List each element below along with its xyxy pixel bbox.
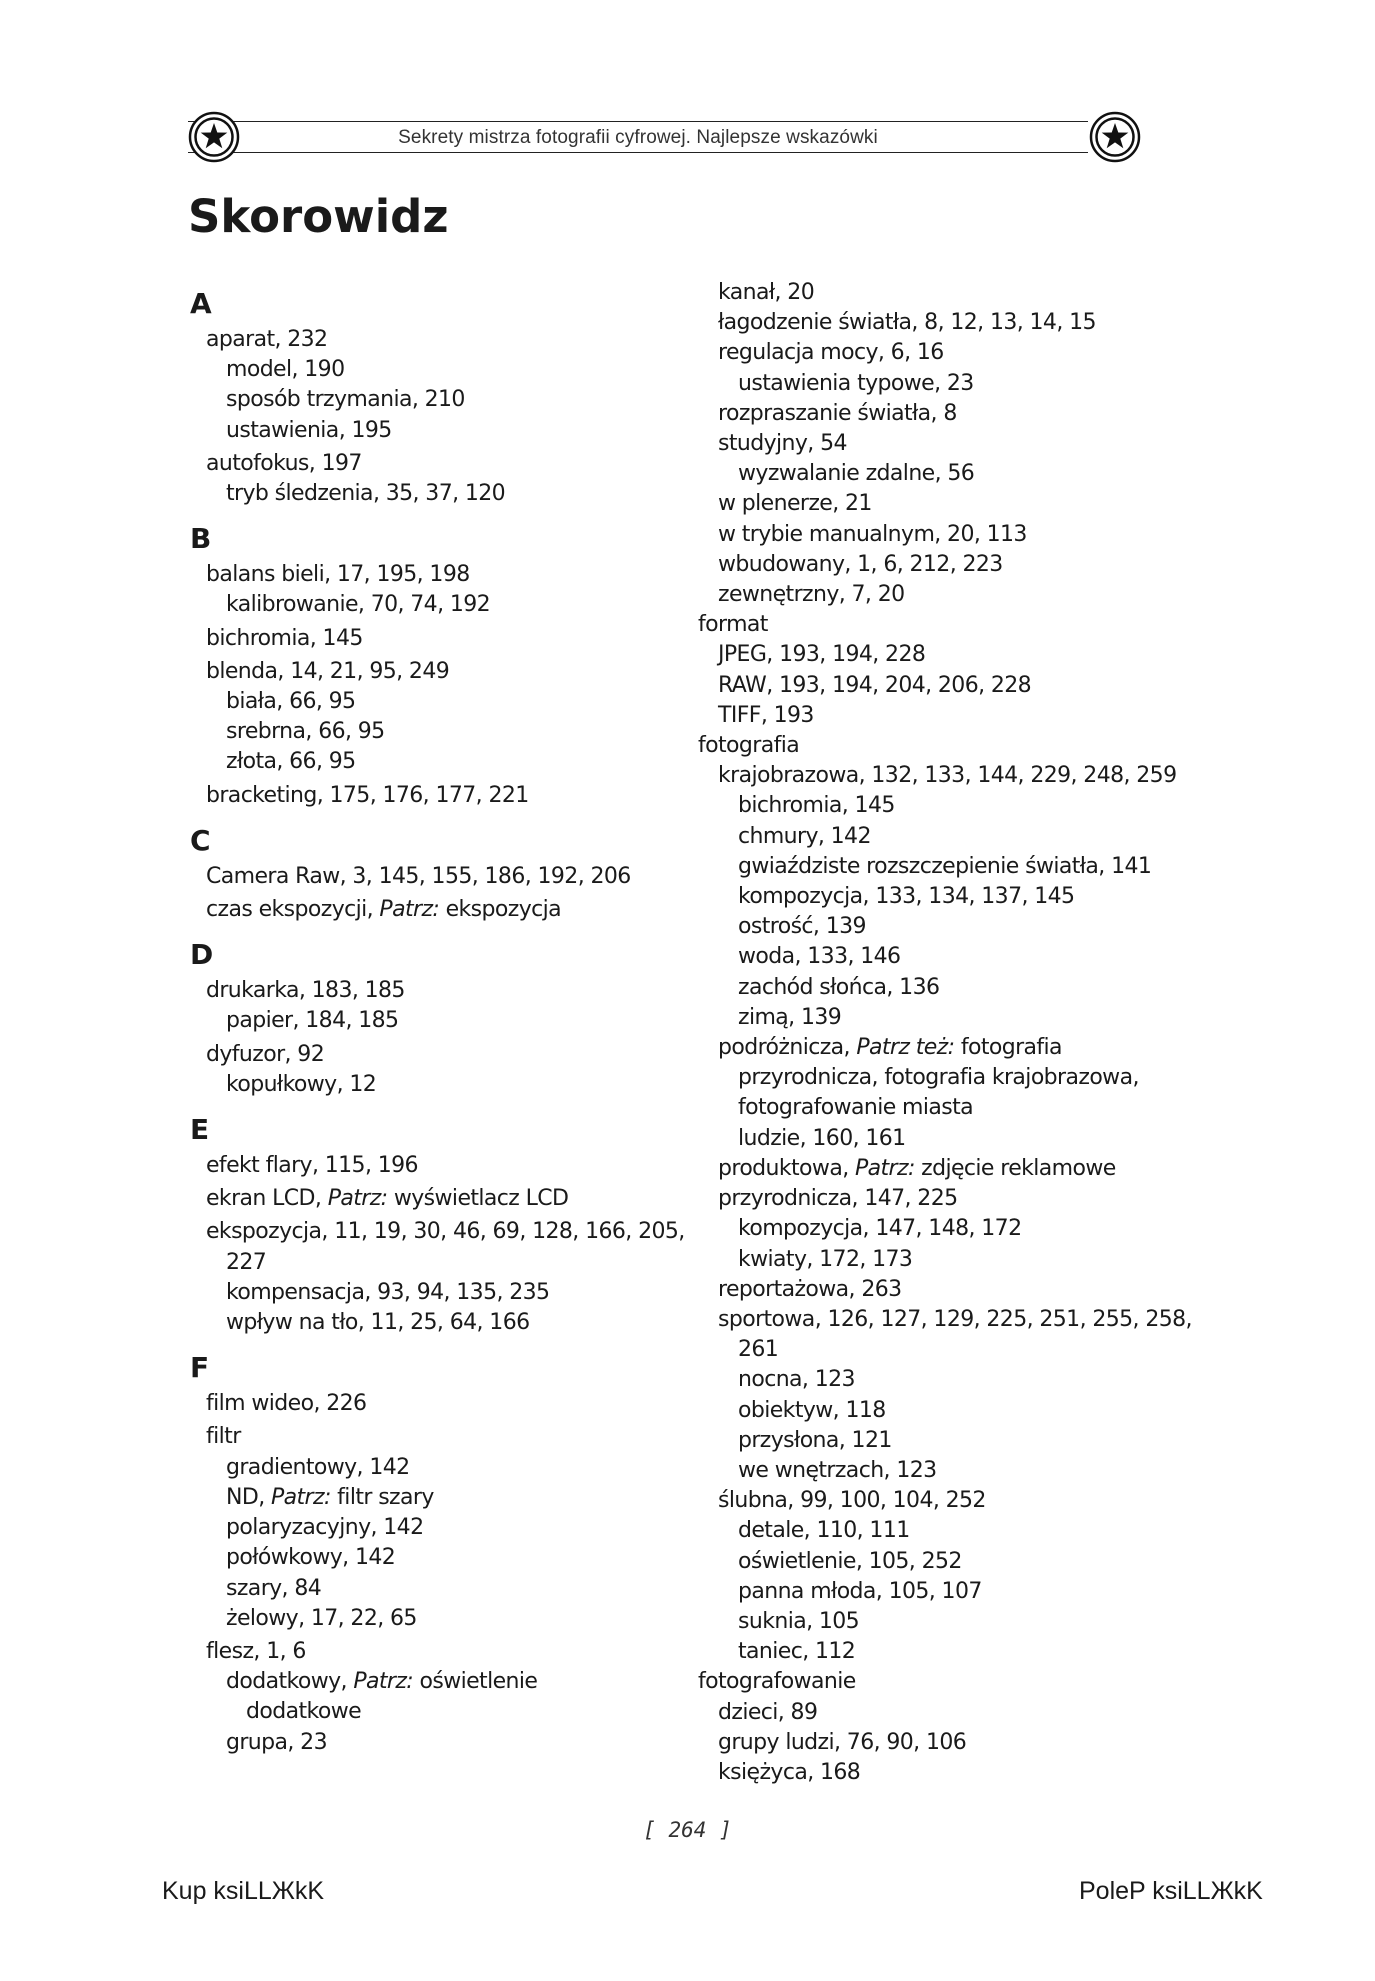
index-entry-text: flesz, 1, 6 — [206, 1638, 306, 1664]
index-entry — [190, 1483, 660, 1513]
index-entry — [190, 781, 660, 811]
index-entry — [190, 1697, 660, 1727]
index-entry-text: wpływ na tło, 11, 25, 64, 166 — [226, 1310, 530, 1336]
index-entry-text: ludzie, 160, 161 — [738, 1125, 906, 1151]
index-entry — [698, 1093, 1188, 1123]
index-entry — [698, 761, 1188, 791]
index-entry-text: kompensacja, 93, 94, 135, 235 — [226, 1279, 550, 1305]
index-entry-text: ekran LCD, — [206, 1186, 328, 1212]
index-entry — [190, 590, 660, 620]
index-entry-text: sposób trzymania, 210 — [226, 387, 465, 413]
index-entry-text: obiektyw, 118 — [738, 1397, 886, 1423]
index-entry — [698, 550, 1188, 580]
index-entry-text: oświetlenie — [413, 1669, 538, 1695]
index-entry — [698, 1577, 1188, 1607]
index-entry — [698, 1305, 1192, 1335]
index-entry-text: polaryzacyjny, 142 — [226, 1515, 424, 1541]
index-entry — [698, 1426, 1188, 1456]
index-section-letter: F — [190, 1351, 210, 1385]
index-entry-text: fotografia — [698, 733, 800, 759]
index-entry-text: woda, 133, 146 — [738, 944, 901, 970]
index-entry — [698, 1335, 1188, 1365]
index-entry-text: bichromia, 145 — [206, 625, 363, 651]
index-entry — [698, 1728, 1188, 1758]
index-section-letter: B — [190, 522, 212, 556]
index-entry — [698, 1486, 1188, 1516]
index-entry-text: zimą, 139 — [738, 1004, 842, 1030]
index-entry — [190, 479, 660, 509]
index-entry-text: ekspozycja, 11, 19, 30, 46, 69, 128, 166, 205, — [206, 1219, 685, 1245]
index-entry — [698, 973, 1188, 1003]
index-entry-text: gwiaździste rozszczepienie światła, 141 — [738, 853, 1152, 879]
index-entry — [190, 416, 660, 446]
index-entry-text: fotografia — [954, 1035, 1062, 1061]
index-section-letter: D — [190, 938, 214, 972]
index-entry — [698, 1275, 1188, 1305]
index-entry — [698, 429, 1188, 459]
index-entry — [190, 657, 660, 687]
index-entry-text: podróżnicza, — [718, 1035, 857, 1061]
index-entry-text: blenda, 14, 21, 95, 249 — [206, 658, 450, 684]
index-section-letter: A — [190, 287, 212, 320]
index-entry — [190, 624, 660, 654]
index-entry-text: papier, 184, 185 — [226, 1008, 399, 1034]
star-emblem-icon — [188, 111, 240, 163]
index-entry-text: panna młoda, 105, 107 — [738, 1578, 982, 1604]
index-entry — [190, 1006, 660, 1036]
index-entry — [190, 560, 660, 590]
buy-book-link[interactable]: Kup ksiLLЖkK — [162, 1877, 325, 1905]
index-entry — [190, 895, 660, 925]
index-entry-text: grupa, 23 — [226, 1729, 327, 1755]
index-entry — [190, 1574, 660, 1604]
index-entry-text: JPEG, 193, 194, 228 — [718, 642, 926, 668]
index-entry-text: filtr — [206, 1424, 241, 1450]
index-entry-text: zachód słońca, 136 — [738, 974, 940, 1000]
index-entry-text: ND, — [226, 1484, 271, 1510]
index-entry-text: aparat, 232 — [206, 327, 328, 352]
index-entry-text: złota, 66, 95 — [226, 749, 356, 775]
index-entry-text: TIFF, 193 — [718, 702, 814, 728]
index-entry — [698, 1547, 1188, 1577]
index-entry-text: krajobrazowa, 132, 133, 144, 229, 248, 259 — [718, 763, 1177, 789]
index-entry — [698, 1154, 1188, 1184]
index-entry-text: biała, 66, 95 — [226, 689, 356, 715]
index-entry — [190, 1278, 660, 1308]
index-entry — [698, 1365, 1188, 1395]
index-entry-continuation: 227 — [226, 1249, 267, 1275]
index-entry — [698, 1607, 1188, 1637]
index-entry-text: 261 — [738, 1337, 779, 1363]
index-entry — [698, 731, 1188, 761]
index-entry-text: żelowy, 17, 22, 65 — [226, 1605, 417, 1631]
index-entry — [698, 1003, 1188, 1033]
index-entry-text: w trybie manualnym, 20, 113 — [718, 521, 1027, 547]
index-entry — [190, 1070, 660, 1100]
page-title: Skorowidz — [188, 190, 449, 243]
index-entry-text: dyfuzor, 92 — [206, 1041, 325, 1067]
index-entry-text: RAW, 193, 194, 204, 206, 228 — [718, 672, 1032, 698]
index-entry-text: wbudowany, 1, 6, 212, 223 — [718, 551, 1003, 577]
index-entry — [190, 717, 660, 747]
index-entry-text: oświetlenie, 105, 252 — [738, 1548, 962, 1574]
index-entry — [698, 520, 1188, 550]
index-entry-text: chmury, 142 — [738, 823, 871, 849]
index-entry — [698, 1396, 1188, 1426]
cross-reference-label: Patrz: — [379, 897, 440, 923]
index-entry — [190, 1453, 660, 1483]
index-entry — [698, 701, 1188, 731]
index-entry — [698, 640, 1188, 670]
index-entry-text: księżyca, 168 — [718, 1759, 861, 1785]
index-entry-text: kompozycja, 133, 134, 137, 145 — [738, 884, 1075, 910]
index-entry-text: filtr szary — [330, 1484, 434, 1510]
index-entry — [698, 671, 1188, 701]
index-entry — [190, 1389, 660, 1419]
index-entry-text: Camera Raw, 3, 145, 155, 186, 192, 206 — [206, 863, 631, 889]
index-entry-text: balans bieli, 17, 195, 198 — [206, 562, 470, 588]
index-entry-text: kopułkowy, 12 — [226, 1071, 377, 1097]
index-entry-text: ekspozycja — [439, 897, 562, 923]
index-entry — [190, 1217, 685, 1247]
index-entry-text: dzieci, 89 — [718, 1699, 818, 1725]
index-section-letter: C — [190, 823, 211, 857]
index-entry — [698, 1214, 1188, 1244]
index-entry-text: gradientowy, 142 — [226, 1454, 410, 1480]
index-entry — [190, 687, 660, 717]
star-emblem-icon — [1089, 111, 1141, 163]
index-entry-text: zewnętrzny, 7, 20 — [718, 582, 905, 608]
index-entry — [190, 976, 660, 1006]
index-entry — [698, 1456, 1188, 1486]
index-entry — [698, 338, 1188, 368]
index-entry — [190, 1040, 660, 1070]
index-entry — [190, 1513, 660, 1543]
index-entry — [190, 862, 660, 892]
index-entry — [698, 822, 1188, 852]
index-entry — [190, 1667, 660, 1697]
index-entry-text: kanał, 20 — [718, 280, 815, 305]
index-entry — [190, 1637, 660, 1667]
index-entry-text: rozpraszanie światła, 8 — [718, 400, 957, 426]
index-entry — [190, 1422, 660, 1452]
index-entry — [698, 882, 1188, 912]
index-entry — [190, 1308, 660, 1338]
index-entry — [698, 610, 1188, 640]
cross-reference-label: Patrz: — [270, 1484, 331, 1510]
index-column-left — [190, 278, 685, 1758]
index-entry — [698, 1667, 1188, 1697]
index-entry-text: przyrodnicza, 147, 225 — [718, 1186, 958, 1212]
index-entry — [698, 1758, 1188, 1788]
index-entry — [698, 399, 1188, 429]
index-entry — [190, 747, 660, 777]
index-entry-text: bracketing, 175, 176, 177, 221 — [206, 782, 529, 808]
cross-reference-label: Patrz: — [854, 1155, 915, 1181]
index-entry — [698, 1124, 1188, 1154]
index-entry-text: bichromia, 145 — [738, 793, 895, 819]
index-entry-text: kompozycja, 147, 148, 172 — [738, 1216, 1022, 1242]
index-entry — [698, 791, 1188, 821]
index-entry-text: sportowa, 126, 127, 129, 225, 251, 255, 258, — [718, 1306, 1192, 1332]
index-entry-text: szary, 84 — [226, 1575, 322, 1601]
index-entry — [190, 1604, 660, 1634]
index-entry-text: grupy ludzi, 76, 90, 106 — [718, 1729, 967, 1755]
index-entry-text: przysłona, 121 — [738, 1427, 892, 1453]
index-entry — [190, 1728, 660, 1758]
index-entry-text: ślubna, 99, 100, 104, 252 — [718, 1488, 986, 1514]
index-entry-text: suknia, 105 — [738, 1608, 860, 1634]
index-entry-text: we wnętrzach, 123 — [738, 1457, 937, 1483]
index-entry-text: ustawienia, 195 — [226, 417, 392, 443]
index-entry-text: reportażowa, 263 — [718, 1276, 902, 1302]
index-entry-text: ustawienia typowe, 23 — [738, 370, 974, 396]
index-entry — [698, 308, 1188, 338]
index-column-right — [698, 278, 1192, 1788]
cross-reference-label: Patrz: — [353, 1669, 414, 1695]
index-entry — [698, 1184, 1188, 1214]
cross-reference-label: Patrz: — [327, 1186, 388, 1212]
index-entry-text: detale, 110, 111 — [738, 1518, 910, 1544]
index-entry-text: przyrodnicza, fotografia krajobrazowa, — [738, 1065, 1139, 1091]
index-entry-text: czas ekspozycji, — [206, 897, 380, 923]
index-entry-text: wyświetlacz LCD — [387, 1186, 569, 1212]
index-entry-text: ostrość, 139 — [738, 914, 866, 940]
index-entry-text: format — [698, 612, 768, 638]
index-entry — [698, 1245, 1188, 1275]
index-entry — [190, 385, 660, 415]
recommend-book-link[interactable]: PoleP ksiLLЖkK — [1079, 1877, 1263, 1905]
index-entry-text: film wideo, 226 — [206, 1391, 367, 1417]
index-entry — [698, 912, 1188, 942]
index-entry — [190, 1543, 660, 1573]
index-entry-text: efekt flary, 115, 196 — [206, 1153, 418, 1179]
index-entry-text: srebrna, 66, 95 — [226, 719, 385, 745]
index-entry-text: połówkowy, 142 — [226, 1545, 396, 1571]
index-entry — [698, 278, 1188, 308]
index-entry-text: tryb śledzenia, 35, 37, 120 — [226, 481, 506, 507]
index-entry — [190, 1151, 660, 1181]
index-entry — [698, 489, 1188, 519]
index-entry — [698, 942, 1188, 972]
index-entry-text: fotografowanie miasta — [738, 1095, 974, 1121]
page-number: [ 264 ] — [643, 1818, 732, 1842]
index-entry — [190, 325, 660, 355]
index-entry — [190, 449, 660, 479]
index-entry — [698, 1033, 1188, 1063]
index-entry — [698, 459, 1188, 489]
running-header-title: Sekrety mistrza fotografii cyfrowej. Najlepsze wskazówki — [398, 127, 878, 148]
cross-reference-label: Patrz też: — [856, 1035, 955, 1061]
index-entry — [698, 369, 1188, 399]
index-entry-text: regulacja mocy, 6, 16 — [718, 340, 944, 366]
index-entry-text: dodatkowy, — [226, 1669, 354, 1695]
index-entry-text: studyjny, 54 — [718, 431, 847, 457]
index-entry-text: taniec, 112 — [738, 1639, 856, 1665]
index-entry — [190, 1184, 660, 1214]
index-entry-text: w plenerze, 21 — [718, 491, 872, 517]
index-entry-text: nocna, 123 — [738, 1367, 855, 1393]
index-entry — [698, 852, 1188, 882]
index-section-letter: E — [190, 1113, 210, 1147]
index-entry — [698, 1516, 1188, 1546]
index-entry-text: zdjęcie reklamowe — [914, 1155, 1116, 1181]
index-entry — [698, 1637, 1188, 1667]
index-entry-text: produktowa, — [718, 1155, 855, 1181]
index-entry-text: drukarka, 183, 185 — [206, 978, 405, 1004]
index-entry-text: model, 190 — [226, 357, 345, 383]
index-entry — [698, 1698, 1188, 1728]
index-entry-text: autofokus, 197 — [206, 450, 362, 476]
index-entry-text: łagodzenie światła, 8, 12, 13, 14, 15 — [718, 310, 1096, 336]
running-header — [188, 121, 1088, 153]
index-entry-text: fotografowanie — [698, 1669, 856, 1695]
index-entry-text: kalibrowanie, 70, 74, 192 — [226, 592, 491, 618]
index-entry-text: dodatkowe — [246, 1699, 362, 1725]
index-entry-text: kwiaty, 172, 173 — [738, 1246, 913, 1272]
index-entry — [698, 580, 1188, 610]
index-entry — [698, 1063, 1188, 1093]
index-entry — [190, 355, 660, 385]
index-entry-text: wyzwalanie zdalne, 56 — [738, 461, 975, 487]
